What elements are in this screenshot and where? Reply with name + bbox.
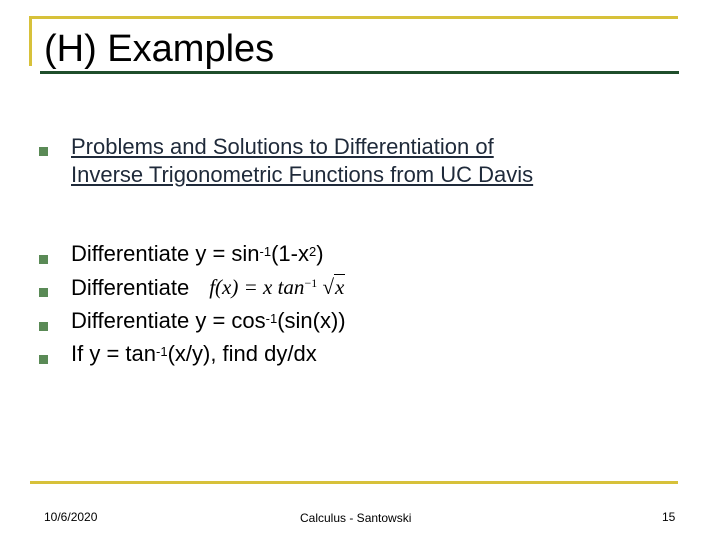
bullet-marker	[39, 255, 48, 264]
link-line-2[interactable]: Inverse Trigonometric Functions from UC Davis	[71, 162, 534, 187]
item-text: (x/y), find dy/dx	[167, 341, 317, 366]
page-number: 15	[662, 510, 676, 524]
item-text: )	[316, 241, 324, 266]
item-text: Differentiate y = sin	[71, 241, 260, 266]
item-text: Differentiate	[71, 275, 190, 300]
bullet-marker	[39, 147, 48, 156]
formula-radicand: x	[335, 275, 345, 300]
bullet-marker	[39, 355, 48, 364]
list-item	[71, 340, 317, 368]
slide-title: (H) Examples	[44, 28, 275, 70]
footer-date: 10/6/2020	[44, 510, 98, 524]
resource-link[interactable]	[71, 133, 533, 189]
footer-course: Calculus - Santowski	[300, 511, 412, 525]
title-underline	[40, 71, 679, 74]
formula-lhs: f(x) = x tan	[209, 275, 305, 300]
list-item	[71, 307, 346, 335]
item-exponent: 2	[308, 244, 317, 259]
formula-exponent: −1	[304, 276, 318, 291]
item-text: Differentiate y = cos	[71, 308, 266, 333]
item-text: (1-x	[271, 241, 309, 266]
item-text: If y = tan	[71, 341, 156, 366]
item-text: (sin(x))	[277, 308, 346, 333]
item-exponent: -1	[156, 344, 168, 359]
item-exponent: -1	[265, 311, 278, 326]
link-line-1[interactable]: Problems and Solutions to Differentiation of	[71, 134, 494, 159]
frame-top-border	[29, 16, 678, 19]
bullet-marker	[39, 288, 48, 297]
item-exponent: -1	[259, 244, 272, 259]
frame-left-border	[29, 16, 32, 66]
footer-divider	[30, 481, 678, 484]
list-item	[71, 274, 345, 303]
sqrt-symbol: √	[322, 275, 334, 300]
list-item	[71, 240, 324, 268]
formula-image	[209, 273, 345, 301]
bullet-marker	[39, 322, 48, 331]
